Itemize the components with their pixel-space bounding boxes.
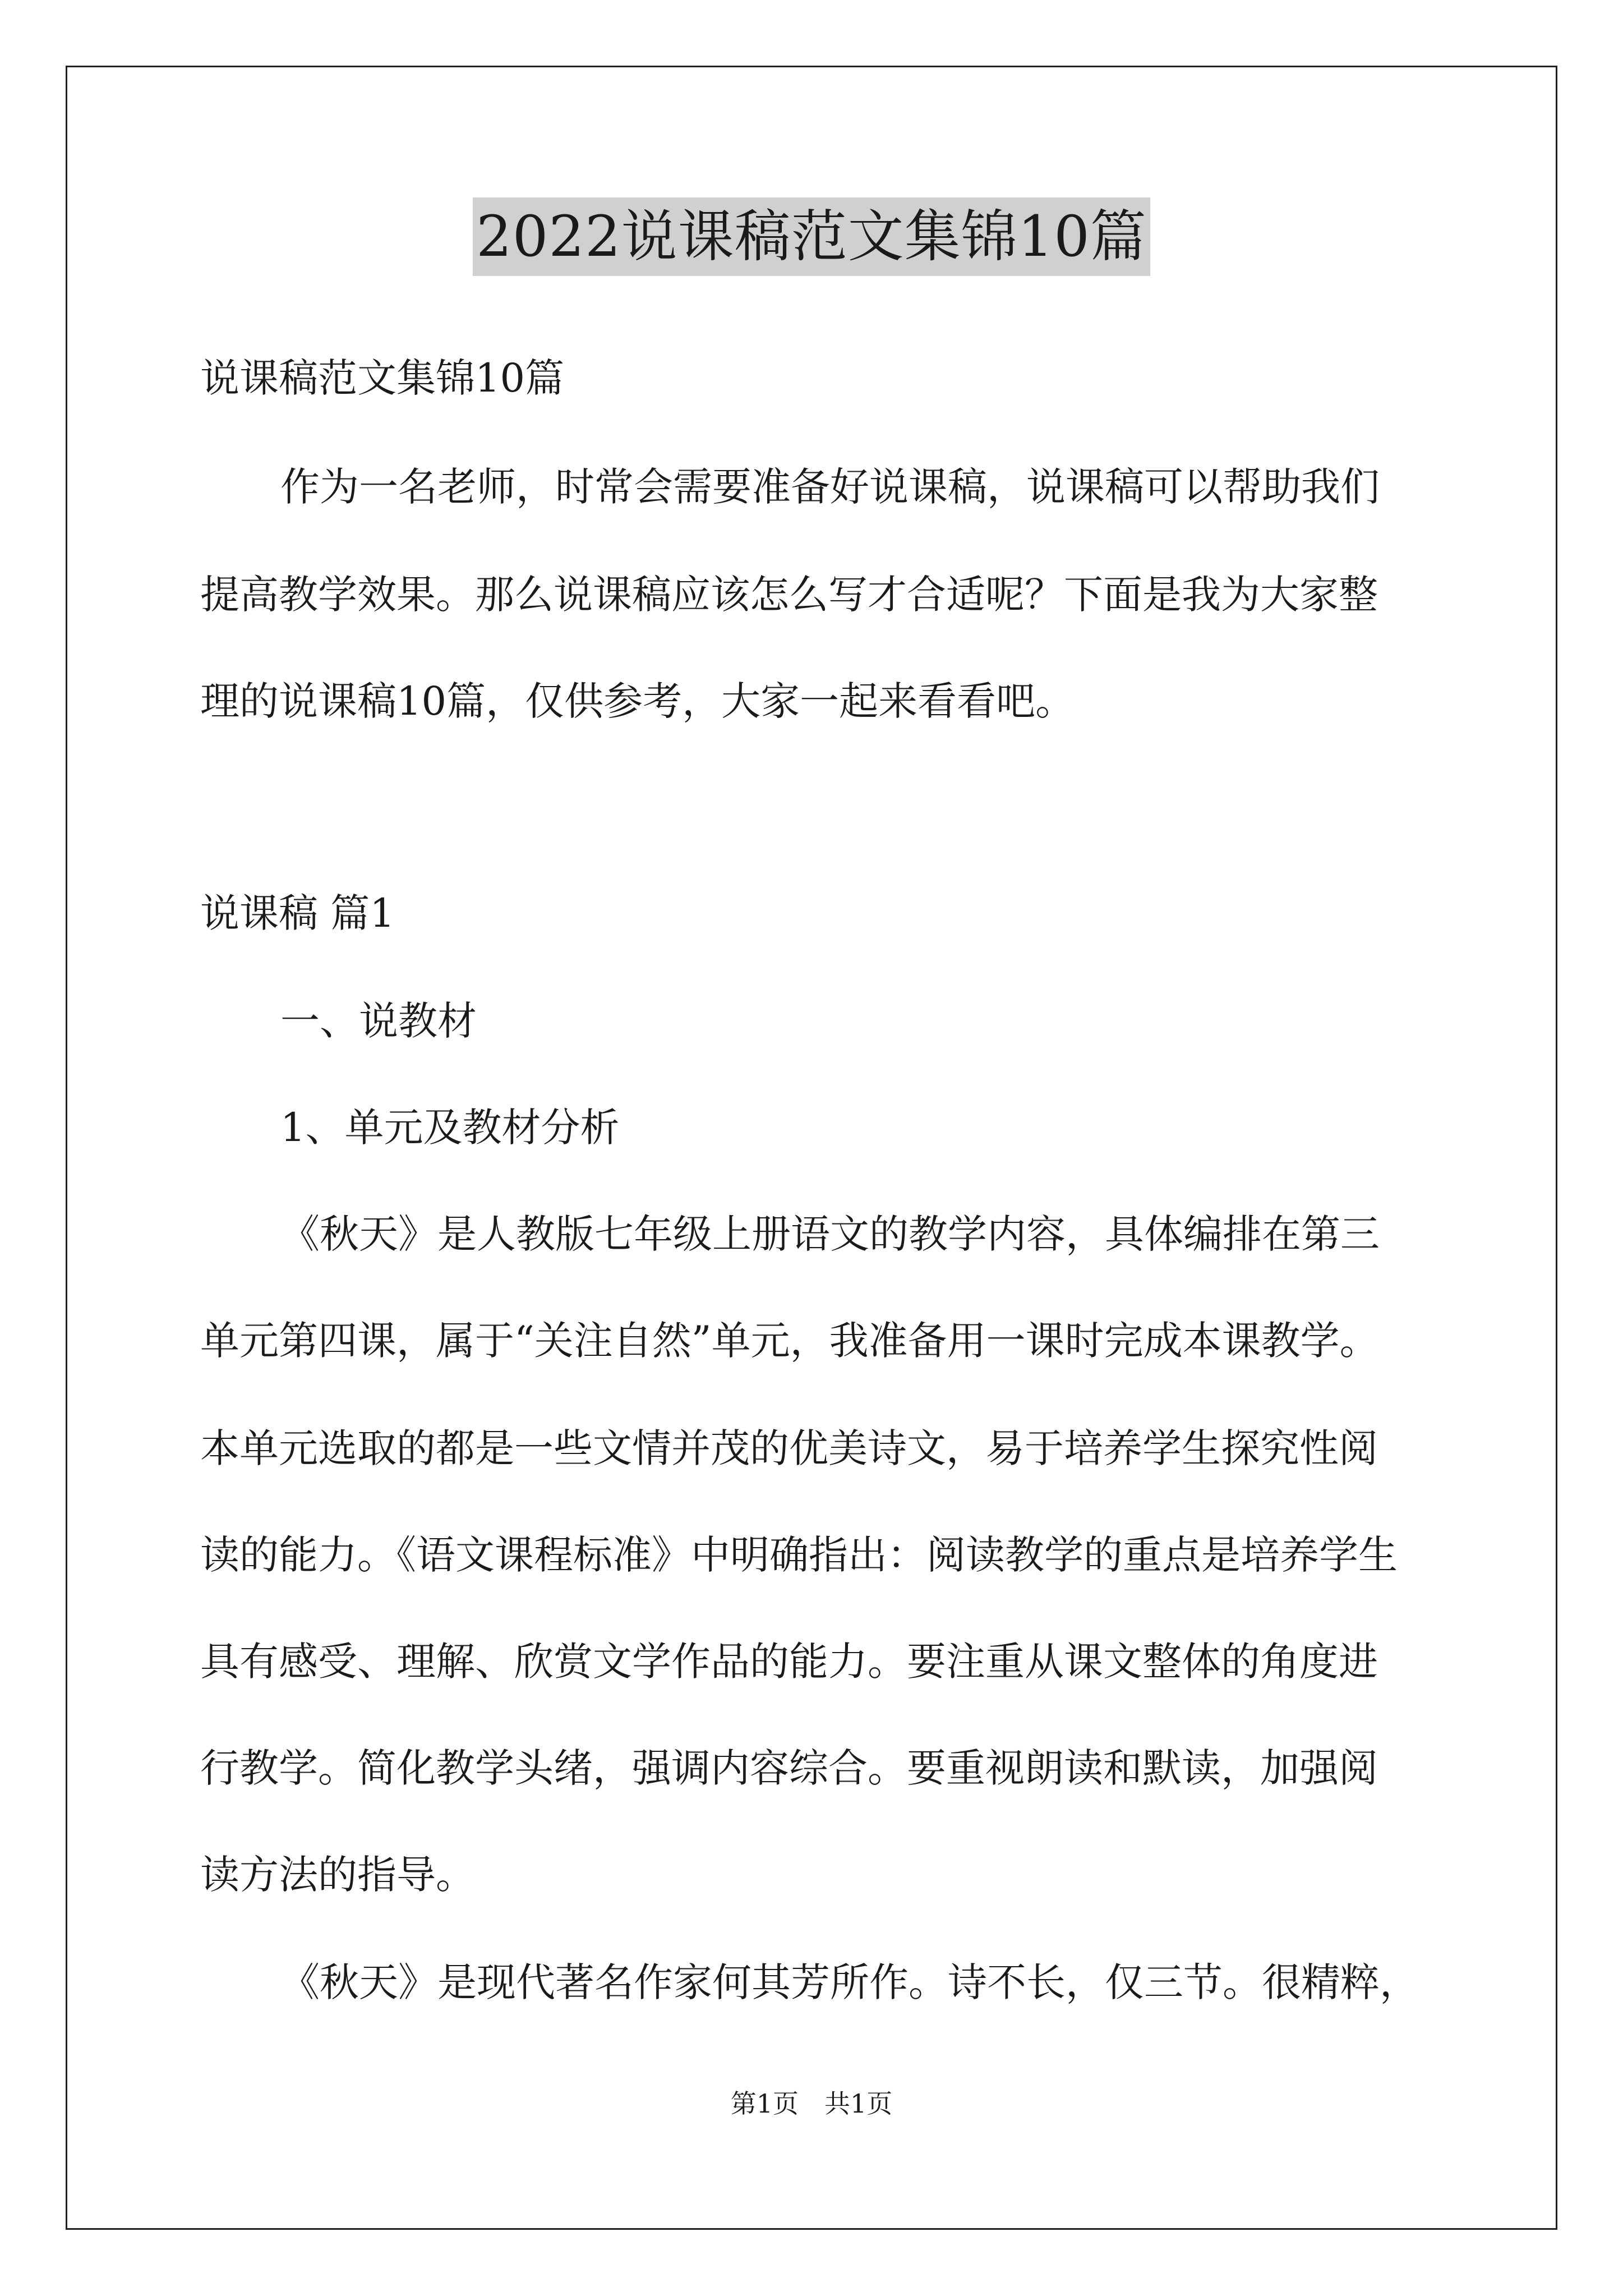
paragraph-line: 理的说课稿10篇，仅供参考，大家一起来看看吧。 (200, 678, 1075, 724)
paragraph-line: 本单元选取的都是一些文情并茂的优美诗文，易于培养学生探究性阅 (200, 1425, 1378, 1471)
paragraph-line: 读方法的指导。 (200, 1852, 475, 1898)
title-container (0, 197, 1623, 276)
doc-subtitle: 说课稿范文集锦10篇 (200, 355, 565, 401)
document-title: 2022说课稿范文集锦10篇 (473, 197, 1150, 276)
page-footer: 第1页 共1页 (730, 2088, 893, 2119)
paragraph-line: 一、说教材 (280, 998, 477, 1044)
paragraph-line: 行教学。简化教学头绪，强调内容综合。要重视朗读和默读，加强阅 (200, 1745, 1378, 1791)
section-heading: 说课稿 篇1 (200, 890, 395, 936)
paragraph-line: 1、单元及教材分析 (280, 1105, 620, 1151)
paragraph-line: 提高教学效果。那么说课稿应该怎么写才合适呢？下面是我为大家整 (200, 572, 1378, 618)
paragraph-line: 单元第四课，属于“关注自然”单元，我准备用一课时完成本课教学。 (200, 1318, 1379, 1364)
paragraph-line: 《秋天》是现代著名作家何其芳所作。诗不长，仅三节。很精粹， (280, 1959, 1419, 2005)
paragraph-line: 具有感受、理解、欣赏文学作品的能力。要注重从课文整体的角度进 (200, 1639, 1378, 1685)
paragraph-line: 作为一名老师，时常会需要准备好说课稿，说课稿可以帮助我们 (280, 464, 1380, 510)
paragraph-line: 《秋天》是人教版七年级上册语文的教学内容，具体编排在第三 (280, 1211, 1380, 1257)
paragraph-line: 读的能力。《语文课程标准》中明确指出：阅读教学的重点是培养学生 (200, 1532, 1398, 1578)
